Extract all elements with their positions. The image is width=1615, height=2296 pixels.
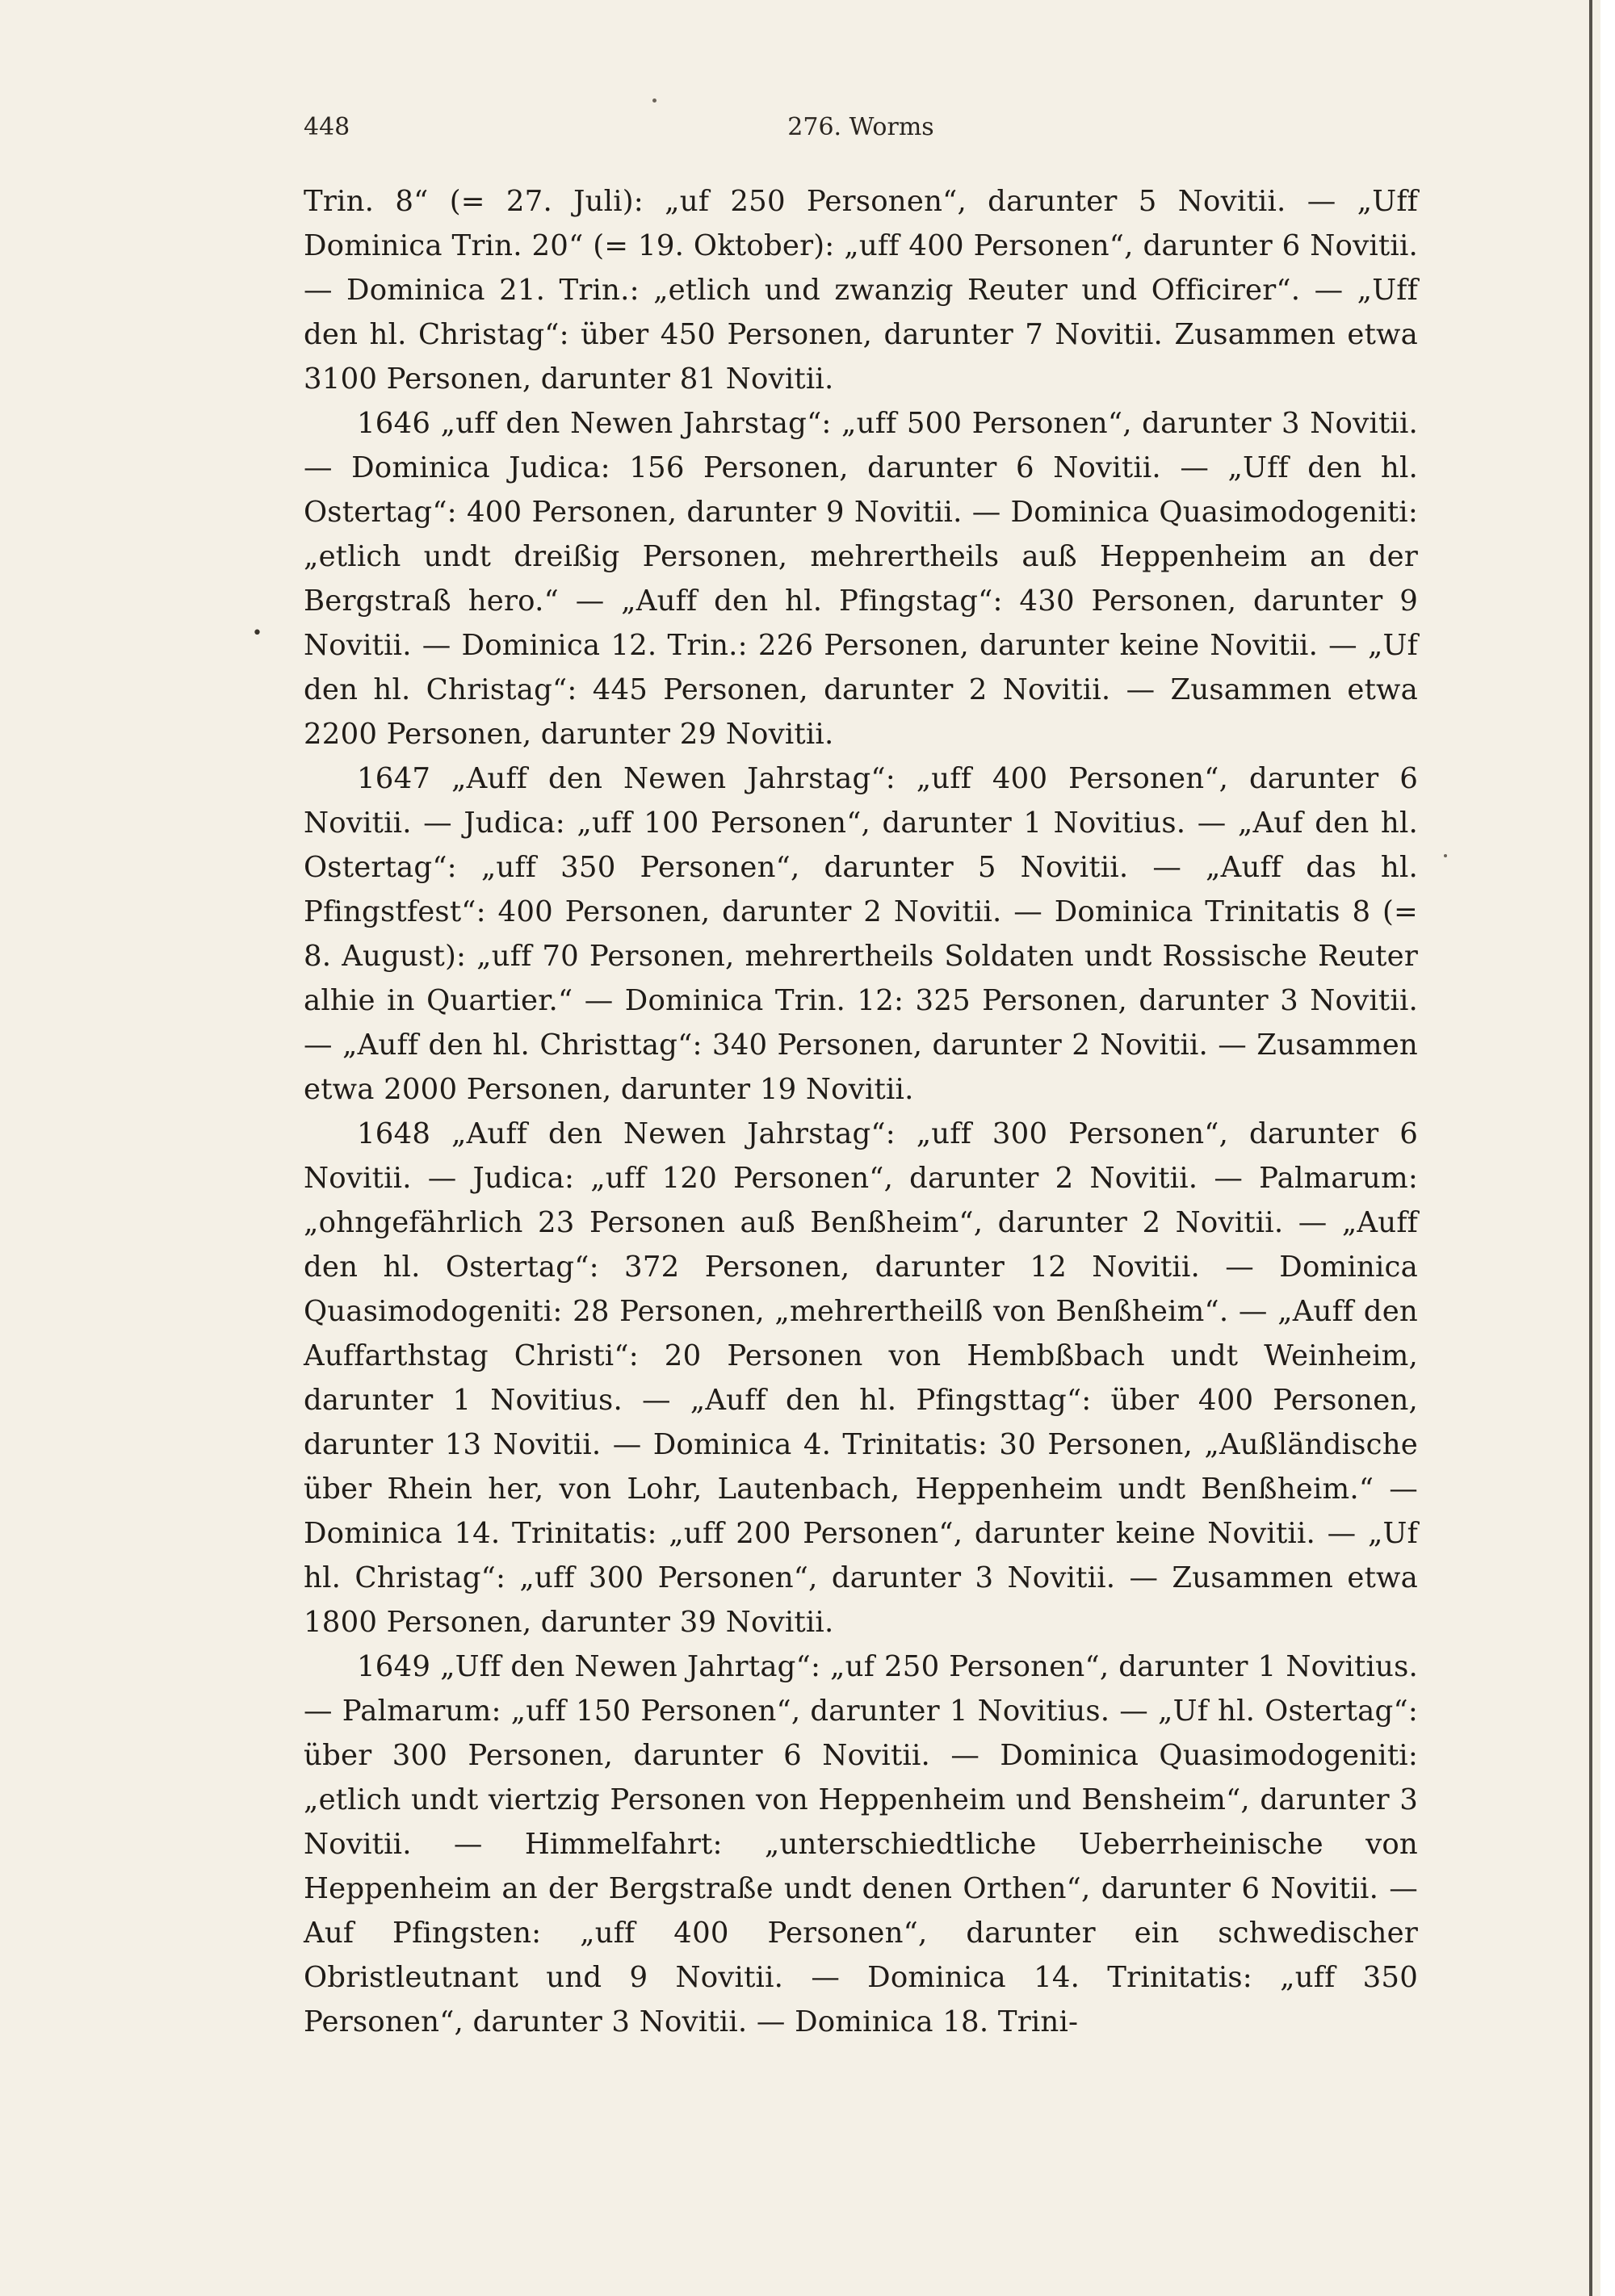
paper-speck bbox=[1444, 854, 1447, 857]
page-edge-shadow bbox=[1589, 0, 1592, 2296]
running-head: 276. Worms bbox=[787, 113, 934, 141]
paragraph-1647: 1647 „Auff den Newen Jahrstag“: „uff 400 Personen“, darunter 6 Novitii. — Judica: „uff 100 Personen“, darunter 1 Novitius. — „Auf den hl. Ostertag“: „uff 350 Personen“, darunter 5 Novitii. — „Auff das hl. Pfingstfest“: 400 Personen, darunter 2 Novitii. — Dominica Trinitatis 8 (= 8. August): „uff 70 Personen, mehrertheils Soldaten undt Rossische Reuter alhie in Quartier.“ — Dominica Trin. 12: 325 Personen, darunter 3 Novitii. — „Auff den hl. Christtag“: 340 Personen, darunter 2 Novitii. — Zusammen etwa 2000 Personen, darunter 19 Novitii. bbox=[304, 762, 1418, 1106]
body-text bbox=[304, 179, 1418, 2044]
paragraph-1646: 1646 „uff den Newen Jahrstag“: „uff 500 Personen“, darunter 3 Novitii. — Dominica Judica: 156 Personen, darunter 6 Novitii. — „Uff den hl. Ostertag“: 400 Personen, darunter 9 Novitii. — Dominica Quasimodogeniti: „etlich undt dreißig Personen, mehrertheils auß Heppenheim an der Bergstraß hero.“ — „Auff den hl. Pfingstag“: 430 Personen, darunter 9 Novitii. — Dominica 12. Trin.: 226 Personen, darunter keine Novitii. — „Uf den hl. Christag“: 445 Personen, darunter 2 Novitii. — Zusammen etwa 2200 Personen, darunter 29 Novitii. bbox=[304, 407, 1418, 751]
page-header bbox=[304, 113, 1418, 145]
paragraph-1648: 1648 „Auff den Newen Jahrstag“: „uff 300 Personen“, darunter 6 Novitii. — Judica: „uff 120 Personen“, darunter 2 Novitii. — Palmarum: „ohngefährlich 23 Personen auß Benßheim“, darunter 2 Novitii. — „Auff den hl. Ostertag“: 372 Personen, darunter 12 Novitii. — Dominica Quasimodogeniti: 28 Personen, „mehrertheilß von Benßheim“. — „Auff den Auffarthstag Christi“: 20 Personen von Hembßbach undt Weinheim, darunter 1 Novitius. — „Auff den hl. Pfingsttag“: über 400 Personen, darunter 13 Novitii. — Dominica 4. Trinitatis: 30 Personen, „Außländische über Rhein her, von Lohr, Lautenbach, Heppenheim undt Benßheim.“ — Dominica 14. Trinitatis: „uff 200 Personen“, darunter keine Novitii. — „Uf hl. Christag“: „uff 300 Personen“, darunter 3 Novitii. — Zusammen etwa 1800 Personen, darunter 39 Novitii. bbox=[304, 1117, 1418, 1639]
paragraph-continuation: Trin. 8“ (= 27. Juli): „uf 250 Personen“, darunter 5 Novitii. — „Uff Dominica Trin. 20“ (= 19. Oktober): „uff 400 Personen“, darunter 6 Novitii. — Dominica 21. Trin.: „etlich und zwanzig Reuter und Officirer“. — „Uff den hl. Christag“: über 450 Personen, darunter 7 Novitii. Zusammen etwa 3100 Personen, darunter 81 Novitii. bbox=[304, 185, 1418, 396]
page-number: 448 bbox=[304, 113, 350, 141]
margin-mark: • bbox=[252, 623, 262, 643]
paper-speck bbox=[652, 98, 656, 103]
paragraph-1649: 1649 „Uff den Newen Jahrtag“: „uf 250 Personen“, darunter 1 Novitius. — Palmarum: „uff 150 Personen“, darunter 1 Novitius. — „Uf hl. Ostertag“: über 300 Personen, darunter 6 Novitii. — Dominica Quasimodogeniti: „etlich undt viertzig Personen von Heppenheim und Bensheim“, darunter 3 Novitii. — Himmelfahrt: „unterschiedtliche Ueberrheinische von Heppenheim an der Bergstraße undt denen Orthen“, darunter 6 Novitii. — Auf Pfingsten: „uff 400 Personen“, darunter ein schwedischer Obristleutnant und 9 Novitii. — Dominica 14. Trinitatis: „uff 350 Personen“, darunter 3 Novitii. — Dominica 18. Trini- bbox=[304, 1650, 1418, 2038]
